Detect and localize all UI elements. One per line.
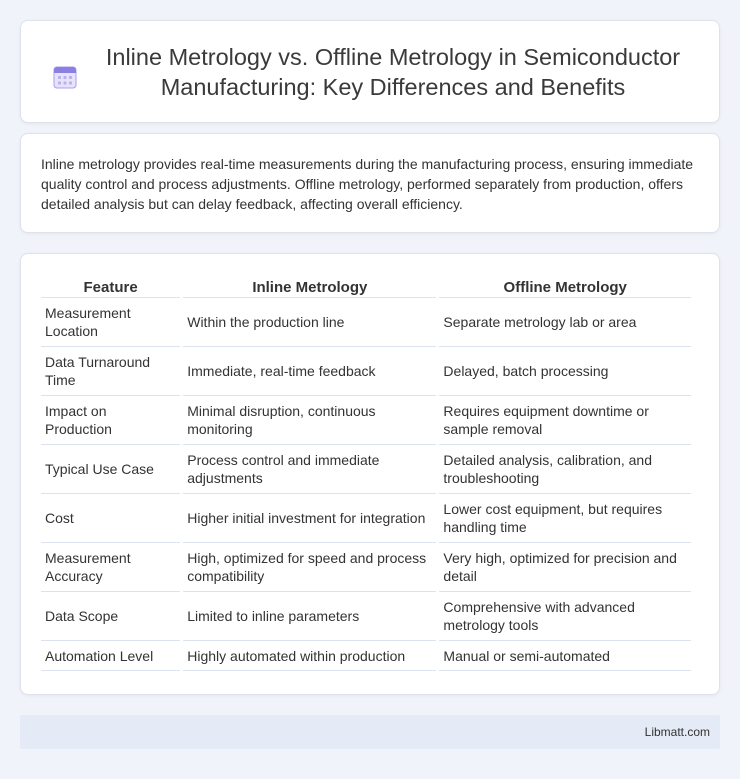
table-row	[41, 396, 691, 445]
offline-cell: Lower cost equipment, but requires handling time	[439, 494, 691, 543]
inline-cell: Limited to inline parameters	[183, 592, 436, 641]
table-row	[41, 592, 691, 641]
offline-cell: Comprehensive with advanced metrology tools	[439, 592, 691, 641]
calendar-icon	[52, 64, 78, 90]
inline-cell: Within the production line	[183, 298, 436, 347]
header-inline: Inline Metrology	[183, 274, 436, 298]
feature-cell: Typical Use Case	[41, 445, 180, 494]
title-wrap	[52, 42, 688, 102]
offline-cell: Very high, optimized for precision and detail	[439, 543, 691, 592]
table-row	[41, 543, 691, 592]
table-row	[41, 347, 691, 396]
header-feature: Feature	[41, 274, 180, 298]
intro-card	[20, 133, 720, 233]
offline-cell: Requires equipment downtime or sample removal	[439, 396, 691, 445]
feature-cell: Data Scope	[41, 592, 180, 641]
inline-cell: High, optimized for speed and process compatibility	[183, 543, 436, 592]
footer	[20, 715, 720, 749]
table-row	[41, 298, 691, 347]
inline-cell: Immediate, real-time feedback	[183, 347, 436, 396]
inline-cell: Highly automated within production	[183, 641, 436, 671]
feature-cell: Measurement Accuracy	[41, 543, 180, 592]
title-card	[20, 20, 720, 123]
offline-cell: Separate metrology lab or area	[439, 298, 691, 347]
inline-cell: Minimal disruption, continuous monitoring	[183, 396, 436, 445]
table-row	[41, 445, 691, 494]
comparison-card	[20, 253, 720, 695]
table-row	[41, 494, 691, 543]
offline-cell: Manual or semi-automated	[439, 641, 691, 671]
table-header-row	[41, 274, 691, 298]
table-row	[41, 641, 691, 671]
feature-cell: Data Turnaround Time	[41, 347, 180, 396]
footer-brand-link[interactable]: Libmatt.com	[644, 725, 710, 739]
feature-cell: Measurement Location	[41, 298, 180, 347]
offline-cell: Detailed analysis, calibration, and troubleshooting	[439, 445, 691, 494]
feature-cell: Cost	[41, 494, 180, 543]
offline-cell: Delayed, batch processing	[439, 347, 691, 396]
feature-cell: Automation Level	[41, 641, 180, 671]
feature-cell: Impact on Production	[41, 396, 180, 445]
page-title: Inline Metrology vs. Offline Metrology in Semiconductor Manufacturing: Key Differences and Benefits	[105, 43, 681, 100]
header-offline: Offline Metrology	[439, 274, 691, 298]
inline-cell: Process control and immediate adjustments	[183, 445, 436, 494]
inline-cell: Higher initial investment for integration	[183, 494, 436, 543]
comparison-table	[38, 274, 694, 671]
intro-text: Inline metrology provides real-time measurements during the manufacturing process, ensuring immediate quality control and process adjustments. Offline metrology, performed separately from production, offers detailed analysis but can delay feedback, affecting overall efficiency.	[41, 156, 694, 212]
